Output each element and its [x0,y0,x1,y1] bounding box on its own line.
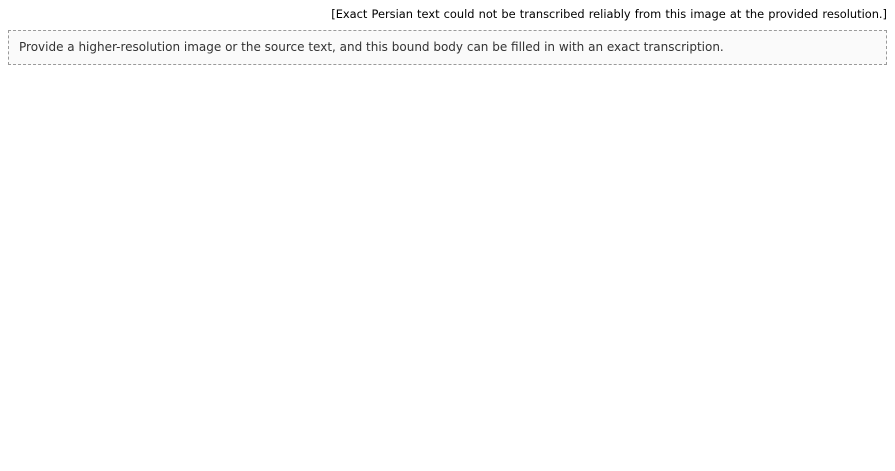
auction-notice-body: [Exact Persian text could not be transcribed reliably from this image at the provided resolution.] [331,7,887,21]
transcription-note: Provide a higher-resolution image or the source text, and this bound body can be filled in with an exact transcription. [8,30,887,65]
